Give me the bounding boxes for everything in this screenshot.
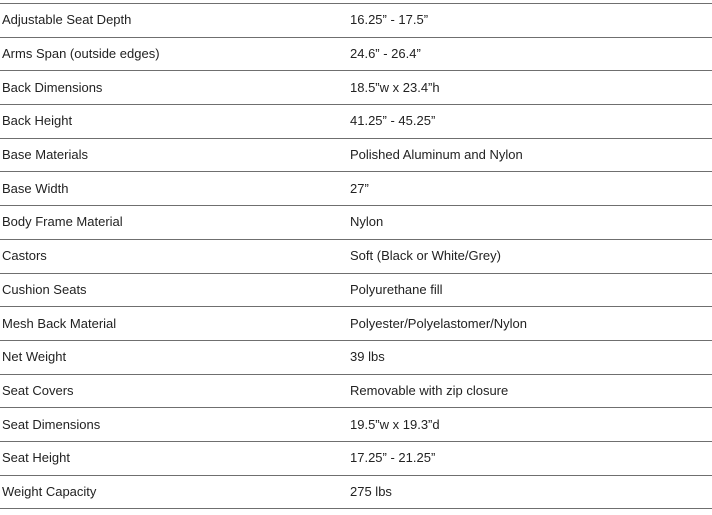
spec-row-seat-height: [0, 442, 712, 476]
spec-value: Polyurethane fill: [350, 281, 443, 297]
spec-value: Nylon: [350, 214, 384, 230]
spec-label: Arms Span (outside edges): [2, 46, 160, 62]
spec-value: 24.6” - 26.4”: [350, 46, 421, 62]
spec-label: Cushion Seats: [2, 281, 87, 297]
spec-row-cushion-seats: [0, 274, 712, 308]
spec-value: 41.25” - 45.25”: [350, 113, 436, 129]
spec-row-adjustable-seat-depth: [0, 3, 712, 38]
spec-label: Back Height: [2, 113, 73, 129]
spec-row-back-dimensions: [0, 71, 712, 105]
spec-value: Removable with zip closure: [350, 382, 509, 398]
spec-row-weight-capacity: [0, 476, 712, 510]
spec-value: 275 lbs: [350, 483, 392, 499]
spec-label: Net Weight: [2, 349, 67, 365]
spec-label: Back Dimensions: [2, 79, 103, 95]
spec-label: Base Width: [2, 180, 69, 196]
spec-value: Polished Aluminum and Nylon: [350, 147, 523, 163]
spec-row-body-frame-material: [0, 206, 712, 240]
spec-row-mesh-back-material: [0, 307, 712, 341]
spec-value: 19.5”w x 19.3”d: [350, 416, 440, 432]
spec-label: Base Materials: [2, 147, 88, 163]
spec-row-base-width: [0, 172, 712, 206]
spec-row-seat-dimensions: [0, 408, 712, 442]
spec-table: [0, 3, 712, 515]
spec-value: Polyester/Polyelastomer/Nylon: [350, 315, 528, 331]
spec-value: 17.25” - 21.25”: [350, 450, 436, 466]
spec-value: 39 lbs: [350, 349, 385, 365]
spec-label: Adjustable Seat Depth: [2, 12, 132, 28]
spec-row-seat-covers: [0, 375, 712, 409]
spec-label: Seat Height: [2, 450, 70, 466]
spec-label: Seat Covers: [2, 382, 74, 398]
spec-row-net-weight: [0, 341, 712, 375]
spec-row-base-materials: [0, 139, 712, 173]
spec-value: 18.5”w x 23.4”h: [350, 79, 440, 95]
spec-label: Castors: [2, 248, 47, 264]
spec-value: 27”: [350, 180, 369, 196]
spec-label: Weight Capacity: [2, 483, 97, 499]
spec-label: Body Frame Material: [2, 214, 123, 230]
spec-row-castors: [0, 240, 712, 274]
spec-row-back-height: [0, 105, 712, 139]
spec-label: Seat Dimensions: [2, 416, 101, 432]
spec-value: Soft (Black or White/Grey): [350, 248, 501, 264]
spec-label: Mesh Back Material: [2, 315, 117, 331]
spec-row-arms-span: [0, 38, 712, 72]
spec-value: 16.25” - 17.5”: [350, 12, 429, 28]
